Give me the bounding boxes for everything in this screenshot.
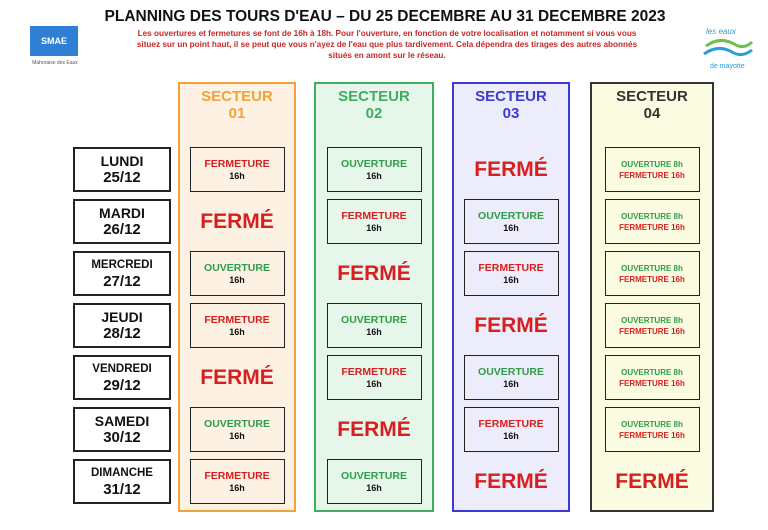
page-title: PLANNING DES TOURS D'EAU – DU 25 DECEMBRE AU 31 DECEMBRE 2023 (104, 8, 666, 25)
sector-label: SECTEUR (475, 88, 547, 105)
day-name: JEUDI (101, 309, 143, 325)
closed-label: FERMÉ (615, 469, 689, 493)
operation-hour: 16h (229, 170, 245, 181)
day-label-mercredi (73, 251, 171, 296)
closed-label: FERMÉ (474, 313, 548, 337)
opening-time: OUVERTURE 8h (621, 159, 683, 169)
smae-logo-subtitle: Mahoraise des Eaux (32, 60, 78, 66)
operation-hour: 16h (229, 326, 245, 337)
operation-cell (327, 147, 422, 192)
operation-cell (327, 199, 422, 244)
closed-label: FERMÉ (200, 365, 274, 389)
operation-cell-double (605, 147, 700, 192)
operation-cell-double (605, 251, 700, 296)
day-date: 31/12 (103, 481, 141, 498)
day-date: 28/12 (103, 325, 141, 342)
operation-cell (190, 251, 285, 296)
operation-type: FERMETURE (204, 469, 270, 482)
day-label-mardi (73, 199, 171, 244)
day-label-lundi (73, 147, 171, 192)
operation-cell-double (605, 407, 700, 452)
operation-type: FERMETURE (204, 313, 270, 326)
opening-time: OUVERTURE 8h (621, 367, 683, 377)
page-subtitle (92, 28, 682, 61)
sector-header (454, 88, 568, 122)
smae-logo-text: SMAE (40, 36, 67, 46)
operation-type: OUVERTURE (341, 157, 407, 170)
operation-cell (327, 355, 422, 400)
closing-time: FERMETURE 16h (619, 170, 685, 180)
day-label-dimanche (73, 459, 171, 504)
operation-hour: 16h (229, 430, 245, 441)
operation-cell (464, 355, 559, 400)
operation-type: FERMETURE (341, 209, 407, 222)
operation-hour: 16h (366, 378, 382, 389)
logo-eaux-bottom: de mayotte (710, 63, 745, 70)
day-label-jeudi (73, 303, 171, 348)
day-name: MERCREDI (91, 259, 153, 271)
closed-label: FERMÉ (337, 417, 411, 441)
subtitle-line-3: situés en amont sur le réseau. (328, 51, 446, 60)
closed-label: FERMÉ (200, 209, 274, 233)
operation-type: OUVERTURE (478, 209, 544, 222)
sector-header (180, 88, 294, 122)
operation-cell (190, 407, 285, 452)
closed-label: FERMÉ (474, 157, 548, 181)
operation-hour: 16h (366, 482, 382, 493)
operation-cell-double (605, 199, 700, 244)
operation-type: FERMETURE (478, 417, 544, 430)
day-date: 30/12 (103, 429, 141, 446)
sector-number: 04 (643, 105, 661, 122)
operation-cell (190, 147, 285, 192)
sector-number: 03 (502, 105, 520, 122)
operation-type: OUVERTURE (341, 469, 407, 482)
sector-number: 01 (228, 105, 246, 122)
operation-cell (464, 199, 559, 244)
operation-cell (464, 251, 559, 296)
smae-logo (30, 26, 78, 56)
sector-header (592, 88, 712, 122)
day-date: 29/12 (103, 377, 141, 394)
eaux-de-mayotte-logo (700, 24, 756, 72)
subtitle-line-1: Les ouvertures et fermetures se font de 16h à 18h. Pour l'ouverture, en fonction de votre localisation et notamment si vous vous (137, 29, 637, 38)
closing-time: FERMETURE 16h (619, 430, 685, 440)
operation-type: FERMETURE (478, 261, 544, 274)
operation-hour: 16h (366, 326, 382, 337)
sector-label: SECTEUR (338, 88, 410, 105)
closing-time: FERMETURE 16h (619, 222, 685, 232)
operation-hour: 16h (229, 482, 245, 493)
operation-type: OUVERTURE (204, 417, 270, 430)
sector-label: SECTEUR (616, 88, 688, 105)
day-name: MARDI (99, 205, 145, 221)
operation-hour: 16h (503, 378, 519, 389)
operation-cell-double (605, 303, 700, 348)
day-date: 26/12 (103, 221, 141, 238)
day-name: SAMEDI (94, 413, 150, 429)
operation-type: FERMETURE (204, 157, 270, 170)
day-date: 25/12 (103, 169, 141, 186)
operation-type: OUVERTURE (341, 313, 407, 326)
subtitle-line-2: situez sur un point haut, il se peut que vous n'ayez de l'eau que plus tardivement. Cela dépendra des tirages des autres abonnés (136, 40, 638, 49)
operation-cell (190, 303, 285, 348)
closed-label: FERMÉ (474, 469, 548, 493)
operation-hour: 16h (503, 274, 519, 285)
sector-label: SECTEUR (201, 88, 273, 105)
operation-type: FERMETURE (341, 365, 407, 378)
day-label-vendredi (73, 355, 171, 400)
day-name: VENDREDI (92, 363, 152, 375)
operation-hour: 16h (503, 430, 519, 441)
opening-time: OUVERTURE 8h (621, 315, 683, 325)
operation-cell (327, 303, 422, 348)
day-date: 27/12 (103, 273, 141, 290)
operation-cell (464, 407, 559, 452)
opening-time: OUVERTURE 8h (621, 211, 683, 221)
closing-time: FERMETURE 16h (619, 274, 685, 284)
operation-hour: 16h (366, 170, 382, 181)
operation-cell-double (605, 355, 700, 400)
opening-time: OUVERTURE 8h (621, 419, 683, 429)
operation-type: OUVERTURE (204, 261, 270, 274)
operation-hour: 16h (229, 274, 245, 285)
closing-time: FERMETURE 16h (619, 326, 685, 336)
operation-cell (327, 459, 422, 504)
operation-cell (190, 459, 285, 504)
sector-number: 02 (365, 105, 383, 122)
operation-type: OUVERTURE (478, 365, 544, 378)
logo-eaux-top: les eaux (706, 27, 736, 36)
sector-header (316, 88, 432, 122)
day-name: LUNDI (100, 153, 144, 169)
operation-hour: 16h (366, 222, 382, 233)
day-name: DIMANCHE (91, 467, 153, 479)
closing-time: FERMETURE 16h (619, 378, 685, 388)
closed-label: FERMÉ (337, 261, 411, 285)
opening-time: OUVERTURE 8h (621, 263, 683, 273)
operation-hour: 16h (503, 222, 519, 233)
day-label-samedi (73, 407, 171, 452)
